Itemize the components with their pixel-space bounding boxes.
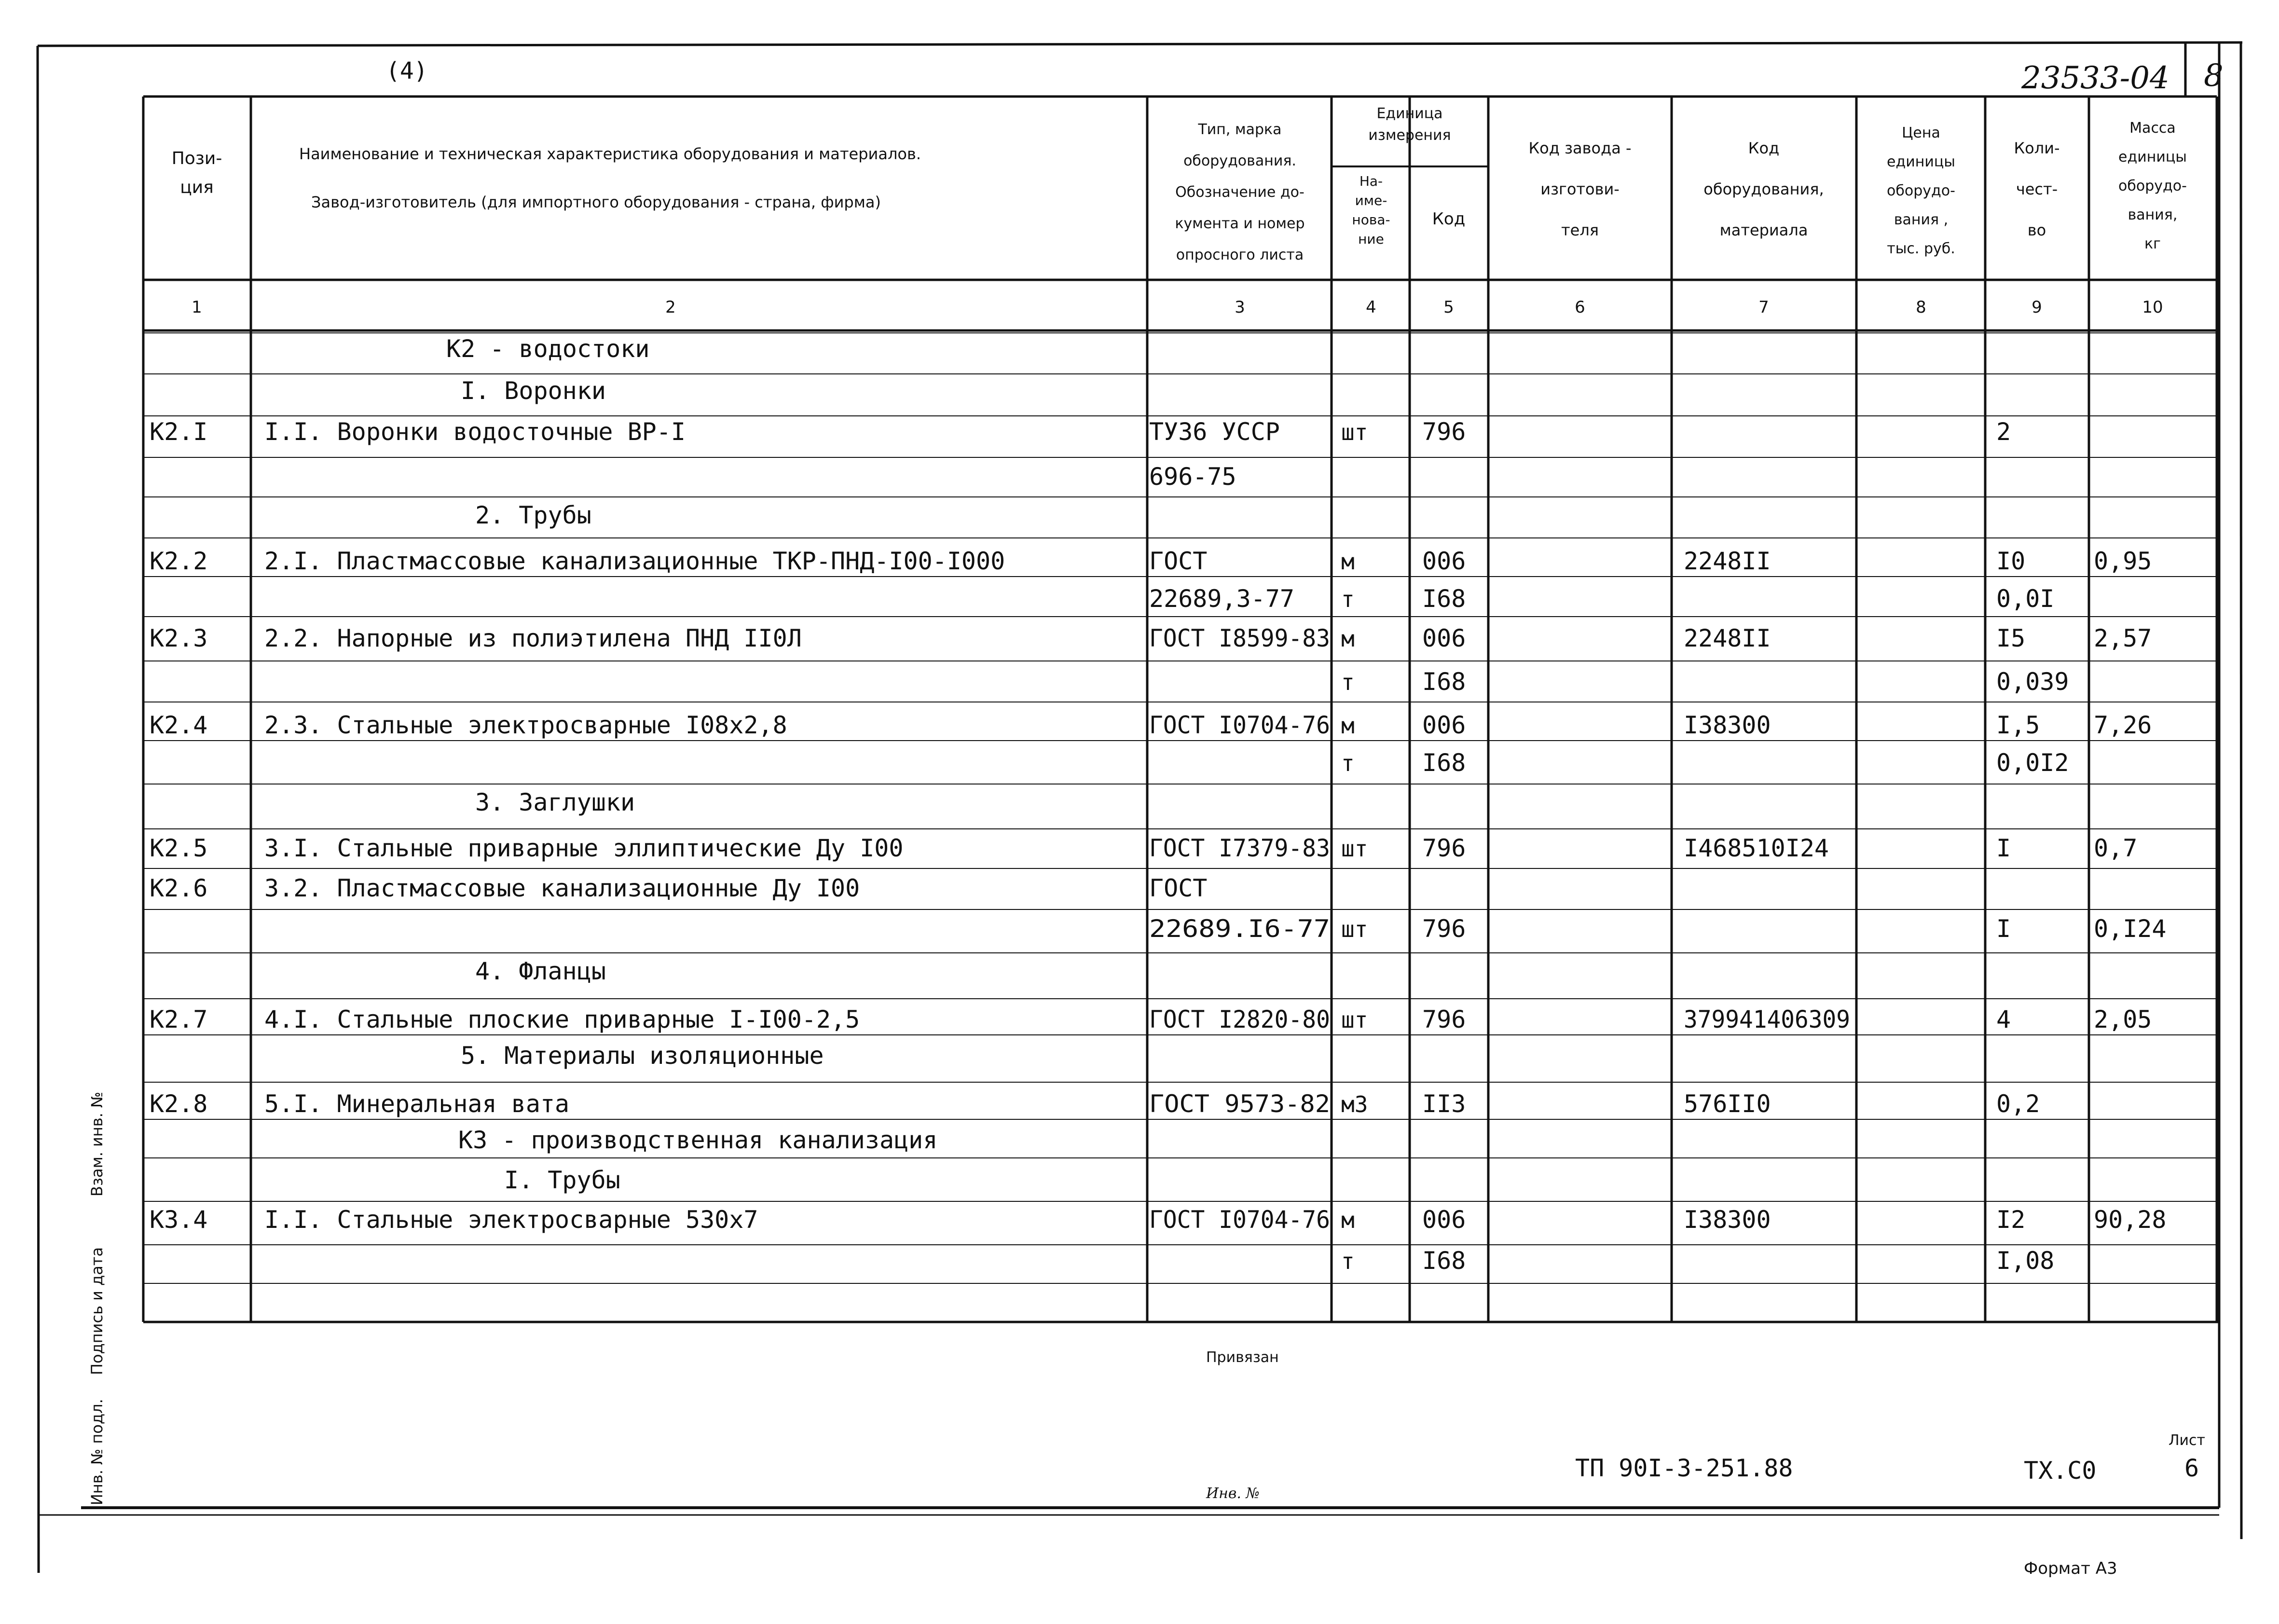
row-unit: шт <box>1341 1007 1368 1033</box>
row-type: 22689,3-77 <box>1149 585 1295 613</box>
row-unit: шт <box>1341 916 1368 942</box>
table-grid <box>143 96 2219 1322</box>
row-mass: 90,28 <box>2094 1206 2167 1234</box>
header-type: Обозначение до- <box>1175 184 1304 201</box>
row-name: 2.I. Пластмассовые канализационные ТКР-ПНД-I00-I000 <box>264 547 1005 575</box>
column-number: 6 <box>1575 298 1585 317</box>
row-name: 2.3. Стальные электросварные I08х2,8 <box>264 711 787 739</box>
row-position: К2.5 <box>150 834 208 862</box>
section-heading: 5. Материалы изоляционные <box>461 1042 824 1070</box>
header-name-line: Завод-изготовитель (для импортного оборудования - страна, фирма) <box>311 193 881 211</box>
row-name: I.I. Воронки водосточные ВР-I <box>264 418 686 446</box>
header-unit-name: име- <box>1355 193 1387 208</box>
row-type: ГОСТ <box>1149 547 1208 575</box>
row-name: 2.2. Напорные из полиэтилена ПНД II0Л <box>264 624 802 652</box>
row-unit-code: 796 <box>1422 418 1466 446</box>
header-unit-group: Единица <box>1376 105 1443 122</box>
drawing-code: ТП 90I-3-251.88 <box>1575 1454 1793 1482</box>
row-type: ГОСТ I7379-83 <box>1149 834 1330 862</box>
row-mass: 2,57 <box>2094 624 2152 652</box>
header-mass: единицы <box>2118 149 2187 165</box>
stamp-original-inventory: Инв. № подл. <box>88 1399 106 1505</box>
row-unit-code: 006 <box>1422 547 1466 575</box>
row-type: ТУ36 УССР <box>1149 418 1280 446</box>
side-stamp <box>81 1064 143 1508</box>
row-unit-code: 006 <box>1422 624 1466 652</box>
header-unit-name: нова- <box>1352 212 1390 228</box>
column-number: 10 <box>2142 298 2163 317</box>
row-equipment-code: 2248II <box>1684 624 1771 652</box>
header-equipment-code: материала <box>1719 221 1808 239</box>
row-position: К2.I <box>150 418 208 446</box>
drawing-frame <box>38 42 2242 1573</box>
header-quantity: Коли- <box>2014 139 2060 157</box>
row-unit: м <box>1341 549 1355 575</box>
row-name: I.I. Стальные электросварные 530х7 <box>264 1206 758 1234</box>
header-price: единицы <box>1887 153 1955 170</box>
header-position: ция <box>180 178 214 197</box>
title-block-inventory-label: Инв. № <box>1206 1485 1260 1502</box>
row-mass: 7,26 <box>2094 711 2152 739</box>
header-unit-name: ние <box>1358 231 1384 247</box>
title-block <box>1200 1344 2219 1508</box>
row-equipment-code: 379941406309 <box>1684 1005 1850 1033</box>
header-type: оборудования. <box>1183 152 1296 169</box>
column-number: 4 <box>1366 298 1376 317</box>
row-quantity: 0,039 <box>1996 668 2069 696</box>
row-unit-code: 006 <box>1422 711 1466 739</box>
row-equipment-code: I468510I24 <box>1684 834 1829 862</box>
header-mass: вания, <box>2128 206 2178 223</box>
row-mass: 0,I24 <box>2094 915 2167 943</box>
row-unit: м <box>1341 1207 1355 1233</box>
row-position: К2.7 <box>150 1005 208 1033</box>
rule-line <box>38 46 39 1573</box>
section-heading: К3 - производственная канализация <box>458 1126 938 1154</box>
rule-line <box>38 42 2242 46</box>
header-price: оборудо- <box>1887 182 1955 199</box>
column-number: 7 <box>1758 298 1769 317</box>
header-position: Пози- <box>171 149 222 168</box>
header-mass: кг <box>2144 235 2161 252</box>
row-unit: т <box>1341 586 1355 612</box>
header-quantity: во <box>2027 221 2046 239</box>
header-price: тыс. руб. <box>1887 240 1955 257</box>
header-equipment-code: оборудования, <box>1703 180 1824 198</box>
row-quantity: I0 <box>1996 547 2026 575</box>
row-unit-code: 796 <box>1422 1005 1466 1033</box>
row-quantity: 2 <box>1996 418 2011 446</box>
section-heading: 3. Заглушки <box>475 788 635 816</box>
row-type: ГОСТ I2820-80 <box>1149 1005 1330 1033</box>
header-unit-name: На- <box>1359 173 1383 189</box>
row-quantity: I5 <box>1996 624 2026 652</box>
row-unit: т <box>1341 669 1355 695</box>
row-mass: 2,05 <box>2094 1005 2152 1033</box>
row-unit: м <box>1341 626 1355 652</box>
column-number: 8 <box>1916 298 1926 317</box>
row-unit: т <box>1341 1248 1355 1274</box>
header-price: Цена <box>1902 124 1940 141</box>
sheet-label: Лист <box>2169 1432 2206 1449</box>
row-type: ГОСТ I0704-76 <box>1149 711 1330 739</box>
row-position: К2.2 <box>150 547 208 575</box>
row-position: К3.4 <box>150 1206 208 1234</box>
row-position: К2.3 <box>150 624 208 652</box>
row-equipment-code: I38300 <box>1684 711 1771 739</box>
row-quantity: I <box>1996 834 2011 862</box>
row-name: 3.I. Стальные приварные эллиптические Ду I00 <box>264 834 904 862</box>
header-unit-group: измерения <box>1368 127 1451 144</box>
section-heading: 2. Трубы <box>475 501 591 529</box>
table-header <box>172 105 2187 317</box>
header-price: вания , <box>1894 211 1949 228</box>
row-quantity: I <box>1996 915 2011 943</box>
row-type: ГОСТ I0704-76 <box>1149 1206 1330 1234</box>
header-name-line: Наименование и техническая характеристика оборудования и материалов. <box>299 145 921 163</box>
row-unit-code: 006 <box>1422 1206 1466 1234</box>
row-quantity: 4 <box>1996 1005 2011 1033</box>
column-number: 1 <box>192 298 202 317</box>
row-name: 4.I. Стальные плоские приварные I-I00-2,5 <box>264 1005 860 1033</box>
header-mass: оборудо- <box>2118 178 2187 194</box>
row-type: ГОСТ I8599-83 <box>1149 624 1330 652</box>
section-heading: I. Трубы <box>504 1166 620 1194</box>
header-type: опросного листа <box>1176 247 1304 263</box>
page-marker: (4) <box>386 57 428 84</box>
header-type: кумента и номер <box>1175 215 1305 232</box>
row-unit-code: I68 <box>1422 668 1466 696</box>
stamp-swap-inventory: Взам. инв. № <box>88 1091 106 1197</box>
row-type: ГОСТ <box>1149 874 1208 902</box>
header-factory-code: теля <box>1561 221 1599 239</box>
header-type: Тип, марка <box>1198 121 1282 138</box>
column-number: 3 <box>1235 298 1245 317</box>
row-equipment-code: 2248II <box>1684 547 1771 575</box>
row-name: 5.I. Минеральная вата <box>264 1090 570 1118</box>
row-unit: м3 <box>1341 1091 1368 1117</box>
row-unit-code: I68 <box>1422 1247 1466 1275</box>
table-body <box>150 335 2167 1275</box>
row-mass: 0,7 <box>2094 834 2138 862</box>
row-quantity: I,08 <box>1996 1247 2055 1275</box>
row-equipment-code: 576II0 <box>1684 1090 1771 1118</box>
column-number: 2 <box>665 298 676 317</box>
column-number: 9 <box>2032 298 2042 317</box>
row-mass: 0,95 <box>2094 547 2152 575</box>
sheet-number: 6 <box>2184 1454 2199 1482</box>
row-name: 3.2. Пластмассовые канализационные Ду I00 <box>264 874 860 902</box>
row-equipment-code: I38300 <box>1684 1206 1771 1234</box>
row-quantity: I,5 <box>1996 711 2040 739</box>
row-type: 696-75 <box>1149 463 1236 491</box>
row-position: К2.6 <box>150 874 208 902</box>
row-unit-code: I68 <box>1422 585 1466 613</box>
format-label: Формат А3 <box>2024 1559 2117 1578</box>
row-unit: шт <box>1341 836 1368 862</box>
header-factory-code: изготови- <box>1540 180 1620 198</box>
row-type: 22689.I6-77 <box>1149 915 1330 943</box>
header-factory-code: Код завода - <box>1528 139 1632 157</box>
row-unit: м <box>1341 713 1355 739</box>
row-type: ГОСТ 9573-82 <box>1149 1090 1330 1118</box>
header-mass: Масса <box>2129 120 2176 137</box>
row-unit-code: I68 <box>1422 749 1466 777</box>
row-quantity: 0,2 <box>1996 1090 2040 1118</box>
row-position: К2.4 <box>150 711 208 739</box>
header-unit-code: Код <box>1432 209 1466 229</box>
handwritten-doc-number: 23533-04 <box>2021 60 2169 96</box>
title-block-linked-label: Привязан <box>1206 1349 1279 1366</box>
row-position: К2.8 <box>150 1090 208 1118</box>
column-number: 5 <box>1443 298 1454 317</box>
row-quantity: 0,0I2 <box>1996 749 2069 777</box>
section-heading: I. Воронки <box>461 377 606 405</box>
row-unit-code: II3 <box>1422 1090 1466 1118</box>
section-heading: 4. Фланцы <box>475 957 606 985</box>
header-equipment-code: Код <box>1748 139 1780 157</box>
row-unit: т <box>1341 750 1355 776</box>
row-unit-code: 796 <box>1422 915 1466 943</box>
row-quantity: 0,0I <box>1996 585 2055 613</box>
drawing-mark: ТХ.С0 <box>2024 1457 2097 1485</box>
header-quantity: чест- <box>2016 180 2058 198</box>
stamp-signature-date: Подпись и дата <box>88 1247 106 1375</box>
section-heading: К2 - водостоки <box>446 335 650 363</box>
sheet-index: 8 <box>2204 58 2224 94</box>
row-unit: шт <box>1341 419 1368 445</box>
row-unit-code: 796 <box>1422 834 1466 862</box>
row-quantity: I2 <box>1996 1206 2026 1234</box>
